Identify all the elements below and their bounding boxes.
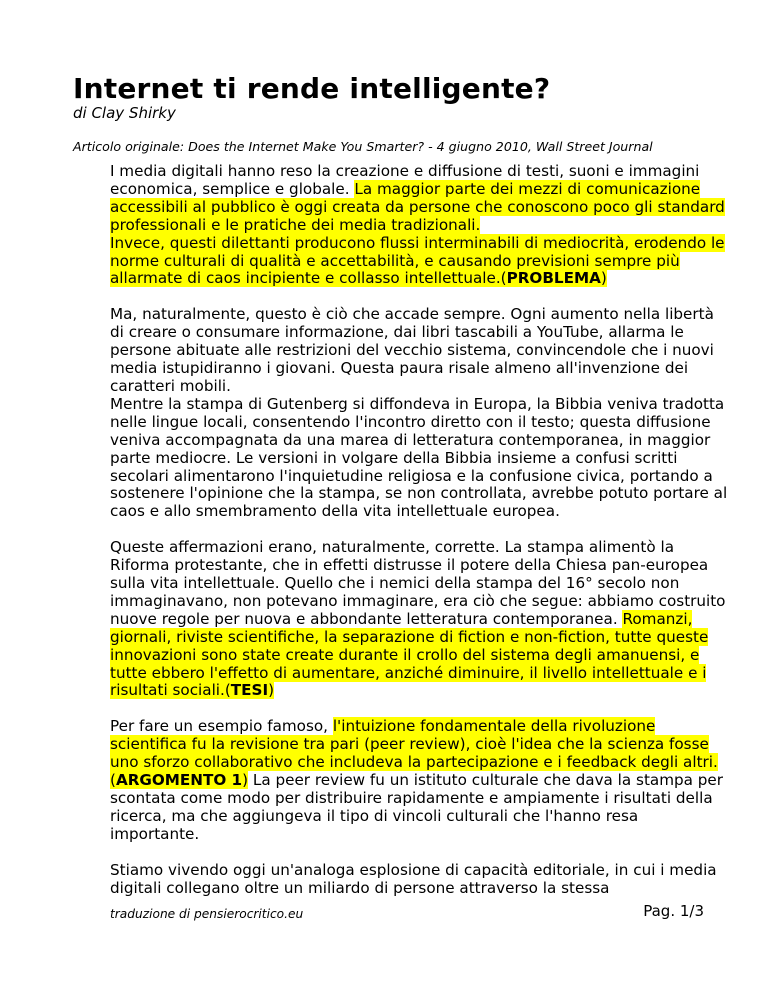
highlighted-text: Invece, questi dilettanti producono flussi interminabili di mediocrità, erodendo le norme culturali di qualità e accettabilità, e causando previsioni sempre più allarmate di caos incipiente e collasso intellettuale.(	[110, 233, 725, 288]
paragraph-continuation	[110, 862, 730, 898]
paragraph-text: Per fare un esempio famoso,	[110, 717, 333, 736]
source-citation: Articolo originale: Does the Internet Make You Smarter? - 4 giugno 2010, Wall Street Journal	[73, 139, 653, 154]
article-title: Internet ti rende intelligente?	[73, 72, 551, 105]
highlighted-text: La maggior parte dei mezzi di comunicazione accessibili al pubblico è oggi creata da persone che conoscono poco gli standard professionali e le pratiche dei media tradizionali.	[110, 179, 725, 234]
paragraph-text: Stiamo vivendo oggi un'analoga esplosione di capacità editoriale, in cui i media digitali collegano oltre un miliardo di persone attraverso la stessa	[110, 860, 717, 897]
paragraph-argument-1	[110, 718, 730, 843]
paragraph-thesis	[110, 539, 730, 700]
label-problema: PROBLEMA	[506, 269, 601, 288]
paragraph-text: I media digitali hanno reso la creazione e diffusione di testi, suoni e immagini economica, semplice e globale.	[110, 162, 700, 198]
paragraph-problem	[110, 163, 730, 288]
paragraph-history	[110, 306, 730, 521]
page-number: Pag. 1/3	[643, 902, 704, 920]
label-argomento-1: ARGOMENTO 1	[115, 771, 243, 790]
paragraph-text: La peer review fu un istituto culturale che dava la stampa per scontata come modo per distribuire rapidamente e ampiamente i risultati della ricerca, ma che aggiungeva il tipo di vincoli culturali che l'hanno resa importante.	[110, 771, 724, 843]
author-byline: di Clay Shirky	[73, 104, 176, 122]
highlighted-text: Romanzi, giornali, riviste scientifiche, la separazione di fiction e non-fiction, tutte queste innovazioni sono state create durante il crollo del sistema degli amanuensi, e tutte ebbero l'effetto di aumentare, anziché diminuire, il livello intellettuale e i risultati sociali.(	[110, 609, 709, 700]
highlighted-text: )	[268, 681, 275, 700]
article-body	[110, 163, 730, 916]
highlighted-text: l'intuizione fondamentale della rivoluzione scientifica fu la revisione tra pari (peer review), cioè l'idea che la scienza fosse uno sforzo collaborativo che includeva la partecipazione e i feedback degli altri.(	[110, 717, 718, 790]
paragraph-text: Mentre la stampa di Gutenberg si diffondeva in Europa, la Bibbia veniva tradotta nelle lingue locali, consentendo l'incontro diretto con il testo; questa diffusione veniva accompagnata da una marea di letteratura contemporanea, in maggior parte mediocre. Le versioni in volgare della Bibbia insieme a confusi scritti secolari alimentarono l'inquietudine religiosa e la confusione civica, portando a sostenere l'opinione che la stampa, se non controllata, avrebbe potuto portare al caos e allo smembramento della vita intellettuale europea.	[110, 394, 728, 521]
label-tesi: TESI	[230, 681, 269, 700]
highlighted-text: )	[242, 771, 249, 790]
translation-credit: traduzione di pensierocritico.eu	[110, 907, 304, 921]
paragraph-text: Ma, naturalmente, questo è ciò che accade sempre. Ogni aumento nella libertà di creare o consumare informazione, dai libri tascabili a YouTube, allarma le persone abituate alle restrizioni del vecchio sistema, convincendole che i nuovi media istupidiranno i giovani. Questa paura risale almeno all'invenzione dei caratteri mobili.	[110, 305, 714, 395]
paragraph-text: Queste affermazioni erano, naturalmente, corrette. La stampa alimentò la Riforma protestante, che in effetti distrusse il potere della Chiesa pan-europea sulla vita intellettuale. Quello che i nemici della stampa del 16° secolo non immaginavano, non potevano immaginare, era ciò che segue: abbiamo costruito nuove regole per nuova e abbondante letteratura contemporanea.	[110, 538, 726, 628]
highlighted-text: )	[600, 269, 607, 288]
